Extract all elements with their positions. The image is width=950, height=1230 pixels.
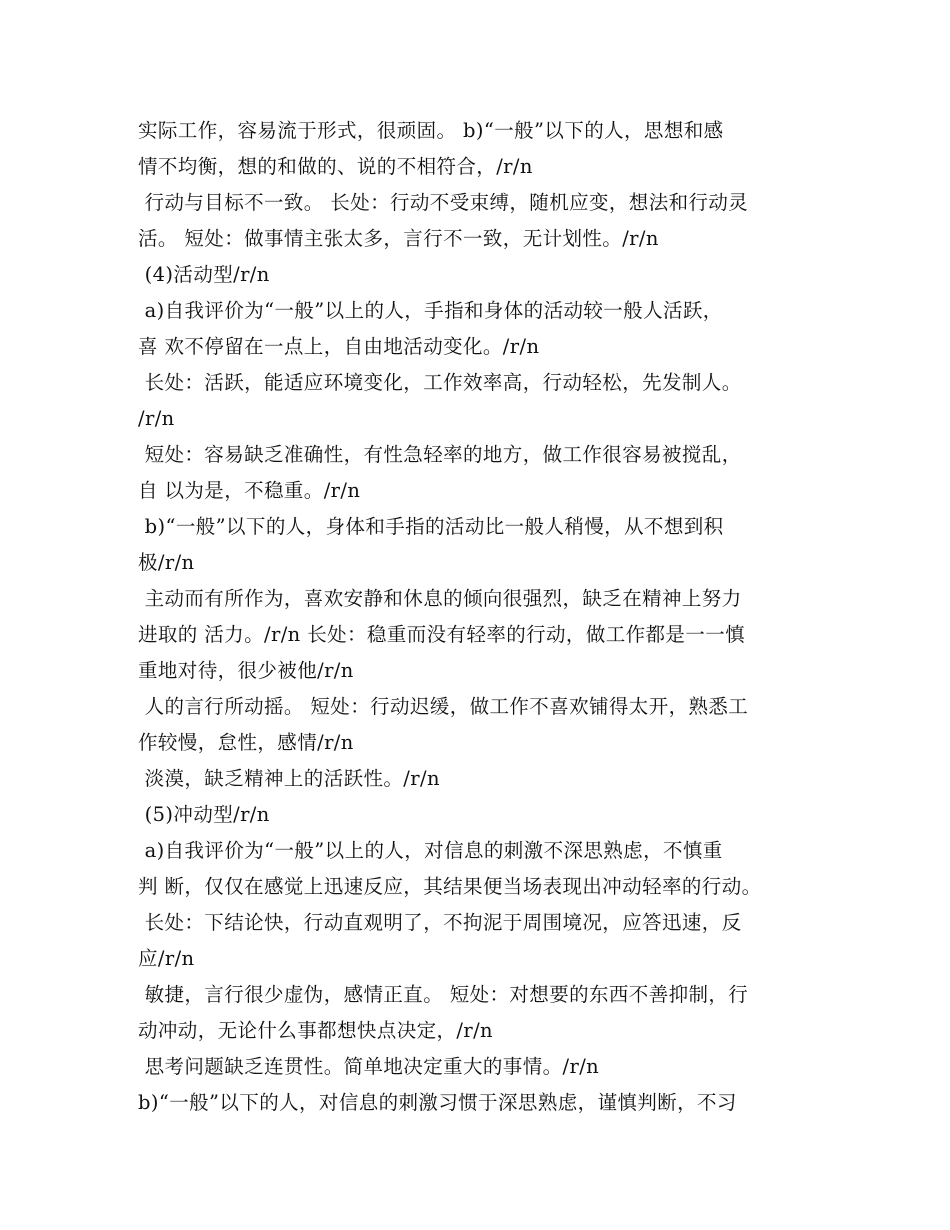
text-line: 淡漠，缺乏精神上的活跃性。/r/n [138,767,440,790]
section-heading: (4)活动型/r/n [138,263,270,286]
text-line: 短处：容易缺乏准确性，有性急轻率的地方，做工作很容易被搅乱， [138,443,742,466]
text-line: 作较慢，怠性，感情/r/n [138,731,354,754]
body-text [138,113,818,1121]
text-line: 动冲动，无论什么事都想快点决定，/r/n [138,1019,494,1042]
text-line: 行动与目标不一致。 长处：行动不受束缚，随机应变，想法和行动灵 [138,191,749,214]
text-line: 应/r/n [138,947,195,970]
text-line: a)自我评价为“一般”以上的人，对信息的刺激不深思熟虑，不慎重 [138,839,723,862]
section-heading: (5)冲动型/r/n [138,803,270,826]
text-line: b)“一般”以下的人，身体和手指的活动比一般人稍慢，从不想到积 [138,515,724,538]
text-line: 活。 短处：做事情主张太多，言行不一致，无计划性。/r/n [138,227,659,250]
text-line: a)自我评价为“一般”以上的人，手指和身体的活动较一般人活跃， [138,299,723,322]
text-line: 自 以为是，不稳重。/r/n [138,479,361,502]
text-line: /r/n [138,407,175,430]
text-line: b)“一般”以下的人，对信息的刺激习惯于深思熟虑，谨慎判断，不习 [138,1091,737,1114]
text-line: 重地对待，很少被他/r/n [138,659,354,682]
text-line: 长处：下结论快，行动直观明了，不拘泥于周围境况，应答迅速，反 [138,911,742,934]
text-line: 实际工作，容易流于形式，很顽固。 b)“一般”以下的人，思想和感 [138,119,724,142]
text-line: 进取的 活力。/r/n 长处：稳重而没有轻率的行动，做工作都是一一慎 [138,623,746,646]
text-line: 人的言行所动摇。 短处：行动迟缓，做工作不喜欢铺得太开，熟悉工 [138,695,749,718]
text-line: 主动而有所作为，喜欢安静和休息的倾向很强烈，缺乏在精神上努力 [138,587,742,610]
text-line: 喜 欢不停留在一点上，自由地活动变化。/r/n [138,335,540,358]
text-line: 思考问题缺乏连贯性。简单地决定重大的事情。/r/n [138,1055,600,1078]
text-line: 情不均衡，想的和做的、说的不相符合，/r/n [138,155,533,178]
text-line: 极/r/n [138,551,195,574]
text-line: 长处：活跃，能适应环境变化，工作效率高，行动轻松，先发制人。 [138,371,742,394]
text-line: 敏捷，言行很少虚伪，感情正直。 短处：对想要的东西不善抑制，行 [138,983,749,1006]
text-line: 判 断，仅仅在感觉上迅速反应，其结果便当场表现出冲动轻率的行动。 [138,875,762,898]
